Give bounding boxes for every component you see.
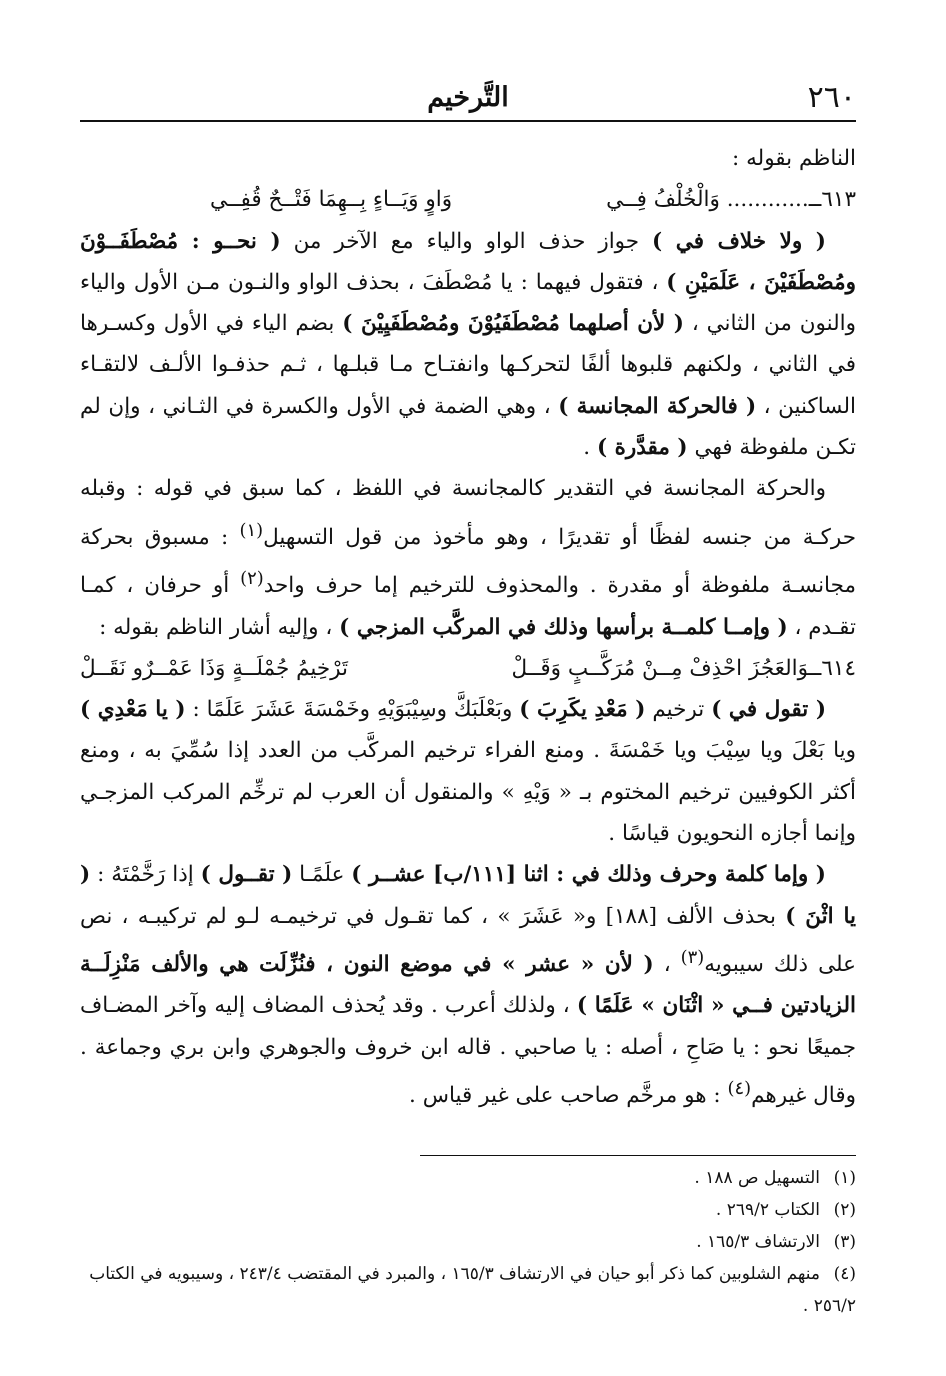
footnote-ref: (٣) xyxy=(680,946,705,968)
verse-number: ٦١٤ــ xyxy=(808,655,856,681)
footnote-number: (٢) xyxy=(833,1200,856,1220)
verse-613-first-hemistich: ٦١٣ــ............ وَالْخُلْفُ فِــي xyxy=(606,187,856,213)
page-title: التَّرخيم xyxy=(427,82,509,113)
intro-line: الناظم بقوله : xyxy=(732,146,856,171)
footnote-rule xyxy=(420,1155,856,1156)
footnote-ref: (١) xyxy=(239,519,264,541)
paragraph-2: والحركة المجانسة في التقدير كالمجانسة في اللفظ ، كما سبق في قوله : وقبله حركـة من جنسه لفظًا أو تقديرًا ، وهو مأخوذ من قول التسهيل$^{(١)}$ : مسبوق بحركة مجانسـة ملفوظة أو مقدرة . والمحذوف للترخيم إما حرف واحد$^{(٢)}$ أو حرفان ، كمـا تقـدم ، ( وإمــا كلمــة برأسها وذلك في المركَّب المزجي ) ، وإليه أشار الناظم بقوله : xyxy=(80,476,857,640)
verse-number: ٦١٣ــ xyxy=(808,187,856,213)
footnote-number: (٣) xyxy=(833,1232,856,1252)
page-number: ٢٦٠ xyxy=(807,80,856,115)
footnote: (٢)الكتاب ٢٦٩/٢ . xyxy=(80,1194,856,1226)
footnotes xyxy=(80,1162,856,1322)
footnote-number: (١) xyxy=(833,1168,856,1188)
paragraph-3: ( تقول في ) ترخيم ( مَعْدِ يكَرِبَ ) وبَعْلَبَكَّ وسِيْبَوَيْهِ وخَمْسَةَ عَشَرَ عَلَمًا : ( يا مَعْدِي ) ويا بَعْلَ ويا سِيْبَ ويا خَمْسَةَ . ومنع الفراء ترخيم المركَّب من العدد إذا سُمِّيَ به ، ومنع أكثر الكوفيين ترخيم المختوم بـ « وَيْهِ » والمنقول أن العرب لم ترخِّم المركب المزجـي وإنما أجازه النحويون قياسًا . xyxy=(80,697,856,847)
footnote: (١)التسهيل ص ١٨٨ . xyxy=(80,1162,856,1194)
footnote-ref: (٤) xyxy=(727,1078,752,1099)
footnote: (٣)الارتشاف ١٦٥/٣ . xyxy=(80,1226,856,1258)
verse-613 xyxy=(80,179,856,220)
page-header xyxy=(80,78,856,118)
footnote-number: (٤) xyxy=(833,1264,856,1284)
verse-614 xyxy=(80,648,856,689)
verse-613-second-hemistich: وَاوٍ وَيَــاءٍ بِــهِمَا فَتْــحٌ قُفِــي xyxy=(210,187,453,213)
verse-614-second-hemistich: تَرْخِيمُ جُمْلَــةٍ وَذَا عَمْــرٌو نَقَــلْ xyxy=(80,655,349,681)
header-rule xyxy=(80,120,856,122)
verse-614-first-hemistich: ٦١٤ــوَالعَجُزَ احْذِفْ مِــنْ مُرَكَّــبٍ وَقَــلْ xyxy=(511,655,856,681)
footnote: (٤)منهم الشلوبين كما ذكر أبو حيان في الارتشاف ١٦٥/٣ ، والمبرد في المقتضب ٢٤٣/٤ ، وسيبويه في الكتاب ٢٥٦/٢ . xyxy=(80,1258,856,1322)
paragraph-1: ( ولا خلاف في ) جواز حذف الواو والياء مع الآخر من ( نحــو : مُصْطَفَــوْنَ ومُصْطَفَيْنَ ، عَلَمَيْنِ ) ، فتقول فيهما : يا مُصْطَفَ ، بحذف الواو والنـون مـن الأول والياء والنون من الثاني ، ( لأن أصلهما مُصْطَفَيُوْنَ ومُصْطَفَيِيْنَ ) بضم الياء في الأول وكسـرها في الثاني ، ولكنهم قلبوها ألفًا لتحركـها وانفتـاح مـا قبلـها ، ثـم حذفـوا الألـف لالتقـاء الساكنين ، ( فالحركة المجانسة ) ، وهي الضمة في الأول والكسرة في الثـاني ، وإن لم تكـن ملفوظة فهي ( مقدَّرة ) . xyxy=(80,228,857,461)
main-text xyxy=(80,138,856,1116)
footnote-ref: (٢) xyxy=(240,568,264,590)
paragraph-4: ( وإما كلمة وحرف وذلك في : اثنا [١١١/ب] عشــر ) علَمًـا ( تقــول ) إذا رَخَّمْتَهُ : ( يا اثْنَ ) بحذف الألف [١٨٨] و« عَشَرَ » ، كما تقـول في ترخيمـه لـو لم تركيبـه ، نص على ذلك سيبويه$^{(٣)}$ ، ( لأن « عشر » في موضع النون ، فنُزِّلَت هي والألف مَنْزِلَــة الزيادتين فــي « اثْنَان » عَلَمًا ) ، ولذلك أعرب . وقد يُحذف المضاف إليه وآخر المضـاف جميعًا نحو : يا صَاحِ ، أصله : يا صاحبي . قاله ابن خروف والجوهري وابن بري وجماعة . وقال غيرهم$^{(٤)}$ : هو مرخَّم صاحب على غير قياس . xyxy=(80,862,857,1109)
